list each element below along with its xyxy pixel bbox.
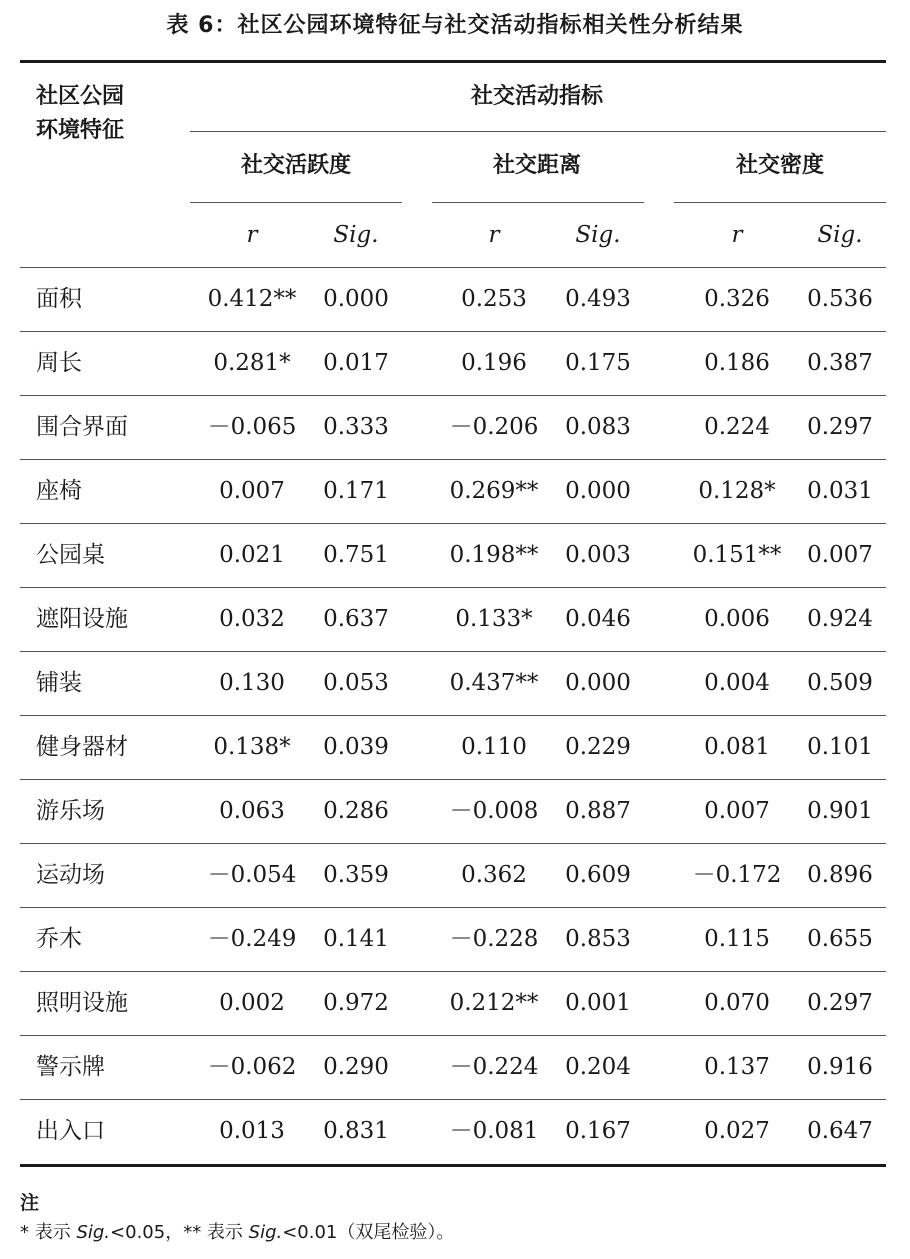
cell-r: 0.362 [461, 862, 527, 888]
cell-sig: 0.972 [323, 990, 389, 1016]
cell-r: 0.186 [704, 350, 770, 376]
cell-r: 0.115 [704, 926, 770, 952]
cell-sig: 0.831 [323, 1118, 389, 1144]
group-header-rule [190, 131, 886, 132]
cell-r: 0.437** [449, 670, 539, 696]
cell-r: 0.021 [219, 542, 285, 568]
cell-sig: 0.387 [807, 350, 873, 376]
row-rule [20, 1035, 886, 1036]
cell-sig: 0.493 [565, 286, 631, 312]
row-header-line1: 社区公园 [36, 84, 125, 109]
cell-sig: 0.101 [807, 734, 873, 760]
cell-r: 0.137 [704, 1054, 770, 1080]
cell-sig: 0.141 [323, 926, 389, 952]
col-header-r: r [488, 222, 500, 248]
cell-r: 0.110 [461, 734, 527, 760]
cell-r: －0.228 [449, 926, 539, 952]
cell-sig: 0.046 [565, 606, 631, 632]
cell-sig: 0.171 [323, 478, 389, 504]
cell-r: 0.138* [213, 734, 291, 760]
cell-r: 0.032 [219, 606, 285, 632]
table-title: 表 6：社区公园环境特征与社交活动指标相关性分析结果 [166, 13, 744, 38]
cell-sig: 0.007 [807, 542, 873, 568]
group-header: 社交活动指标 [470, 84, 604, 109]
cell-r: －0.008 [449, 798, 539, 824]
cell-sig: 0.204 [565, 1054, 631, 1080]
cell-sig: 0.916 [807, 1054, 873, 1080]
cell-r: 0.412** [207, 286, 297, 312]
cell-sig: 0.290 [323, 1054, 389, 1080]
cell-sig: 0.003 [565, 542, 631, 568]
note-title: 注 [20, 1192, 40, 1214]
row-label: 出入口 [36, 1118, 105, 1144]
cell-sig: 0.609 [565, 862, 631, 888]
row-label: 座椅 [36, 478, 82, 504]
cell-sig: 0.896 [807, 862, 873, 888]
cell-r: 0.007 [704, 798, 770, 824]
col-header-sig: Sig. [575, 222, 621, 248]
cell-sig: 0.901 [807, 798, 873, 824]
cell-r: 0.269** [449, 478, 539, 504]
col-header-sig: Sig. [333, 222, 379, 248]
cell-sig: 0.297 [807, 414, 873, 440]
row-rule [20, 395, 886, 396]
cell-r: 0.027 [704, 1118, 770, 1144]
col-header-r: r [246, 222, 258, 248]
cell-sig: 0.297 [807, 990, 873, 1016]
cell-r: －0.065 [207, 414, 297, 440]
group-density: 社交密度 [735, 153, 825, 178]
cell-sig: 0.017 [323, 350, 389, 376]
cell-r: 0.133* [455, 606, 533, 632]
cell-sig: 0.751 [323, 542, 389, 568]
cell-r: 0.013 [219, 1118, 285, 1144]
cell-sig: 0.637 [323, 606, 389, 632]
row-label: 运动场 [36, 862, 105, 888]
cell-r: 0.196 [461, 350, 527, 376]
cell-sig: 0.031 [807, 478, 873, 504]
row-label: 警示牌 [36, 1054, 105, 1080]
row-label: 健身器材 [36, 734, 128, 760]
row-label: 铺装 [36, 670, 82, 696]
cell-sig: 0.509 [807, 670, 873, 696]
row-label: 照明设施 [36, 990, 128, 1016]
col-header-r: r [731, 222, 743, 248]
cell-r: －0.249 [207, 926, 297, 952]
row-header-line2: 环境特征 [36, 118, 125, 143]
note-part-italic: Sig. [248, 1222, 283, 1243]
cell-r: 0.253 [461, 286, 527, 312]
header-bottom-rule [20, 267, 886, 268]
cell-sig: 0.655 [807, 926, 873, 952]
cell-sig: 0.167 [565, 1118, 631, 1144]
row-label: 遮阳设施 [36, 606, 128, 632]
cell-sig: 0.053 [323, 670, 389, 696]
group-activity-rule [190, 202, 402, 203]
cell-r: 0.063 [219, 798, 285, 824]
cell-sig: 0.333 [323, 414, 389, 440]
cell-r: －0.172 [692, 862, 782, 888]
cell-r: 0.212** [449, 990, 539, 1016]
row-rule [20, 715, 886, 716]
cell-sig: 0.536 [807, 286, 873, 312]
cell-sig: 0.000 [565, 670, 631, 696]
group-distance-rule [432, 202, 644, 203]
cell-sig: 0.175 [565, 350, 631, 376]
row-rule [20, 331, 886, 332]
cell-r: 0.151** [692, 542, 782, 568]
group-density-rule [674, 202, 886, 203]
cell-r: －0.054 [207, 862, 297, 888]
cell-r: －0.224 [449, 1054, 539, 1080]
cell-sig: 0.001 [565, 990, 631, 1016]
cell-r: 0.128* [698, 478, 776, 504]
cell-sig: 0.083 [565, 414, 631, 440]
cell-r: 0.224 [704, 414, 770, 440]
cell-r: 0.006 [704, 606, 770, 632]
row-rule [20, 779, 886, 780]
row-rule [20, 907, 886, 908]
cell-sig: 0.229 [565, 734, 631, 760]
cell-sig: 0.887 [565, 798, 631, 824]
cell-sig: 0.359 [323, 862, 389, 888]
note-part: <0.05，** 表示 [110, 1222, 249, 1243]
row-rule [20, 1099, 886, 1100]
row-rule [20, 523, 886, 524]
cell-r: 0.281* [213, 350, 291, 376]
cell-sig: 0.039 [323, 734, 389, 760]
group-activity: 社交活跃度 [240, 153, 352, 178]
row-rule [20, 843, 886, 844]
cell-r: 0.007 [219, 478, 285, 504]
row-label: 公园桌 [36, 542, 105, 568]
cell-sig: 0.924 [807, 606, 873, 632]
note-part-italic: Sig. [76, 1222, 111, 1243]
cell-sig: 0.000 [565, 478, 631, 504]
row-label: 游乐场 [36, 798, 105, 824]
top-rule [20, 60, 886, 63]
note-text [20, 1218, 454, 1244]
note-part: * 表示 [20, 1222, 77, 1243]
cell-sig: 0.853 [565, 926, 631, 952]
cell-sig: 0.286 [323, 798, 389, 824]
row-rule [20, 971, 886, 972]
cell-r: 0.070 [704, 990, 770, 1016]
cell-r: 0.081 [704, 734, 770, 760]
cell-r: －0.206 [449, 414, 539, 440]
cell-r: 0.130 [219, 670, 285, 696]
cell-sig: 0.000 [323, 286, 389, 312]
row-rule [20, 651, 886, 652]
cell-r: 0.002 [219, 990, 285, 1016]
cell-r: 0.198** [449, 542, 539, 568]
row-rule [20, 459, 886, 460]
cell-r: －0.062 [207, 1054, 297, 1080]
row-label: 围合界面 [36, 414, 128, 440]
bottom-rule [20, 1164, 886, 1167]
col-header-sig: Sig. [817, 222, 863, 248]
group-distance: 社交距离 [492, 153, 582, 178]
row-label: 乔木 [36, 926, 82, 952]
note-part: <0.01（双尾检验）。 [282, 1222, 455, 1243]
cell-sig: 0.647 [807, 1118, 873, 1144]
row-label: 面积 [36, 286, 82, 312]
cell-r: 0.326 [704, 286, 770, 312]
cell-r: －0.081 [449, 1118, 539, 1144]
cell-r: 0.004 [704, 670, 770, 696]
row-rule [20, 587, 886, 588]
row-label: 周长 [36, 350, 82, 376]
